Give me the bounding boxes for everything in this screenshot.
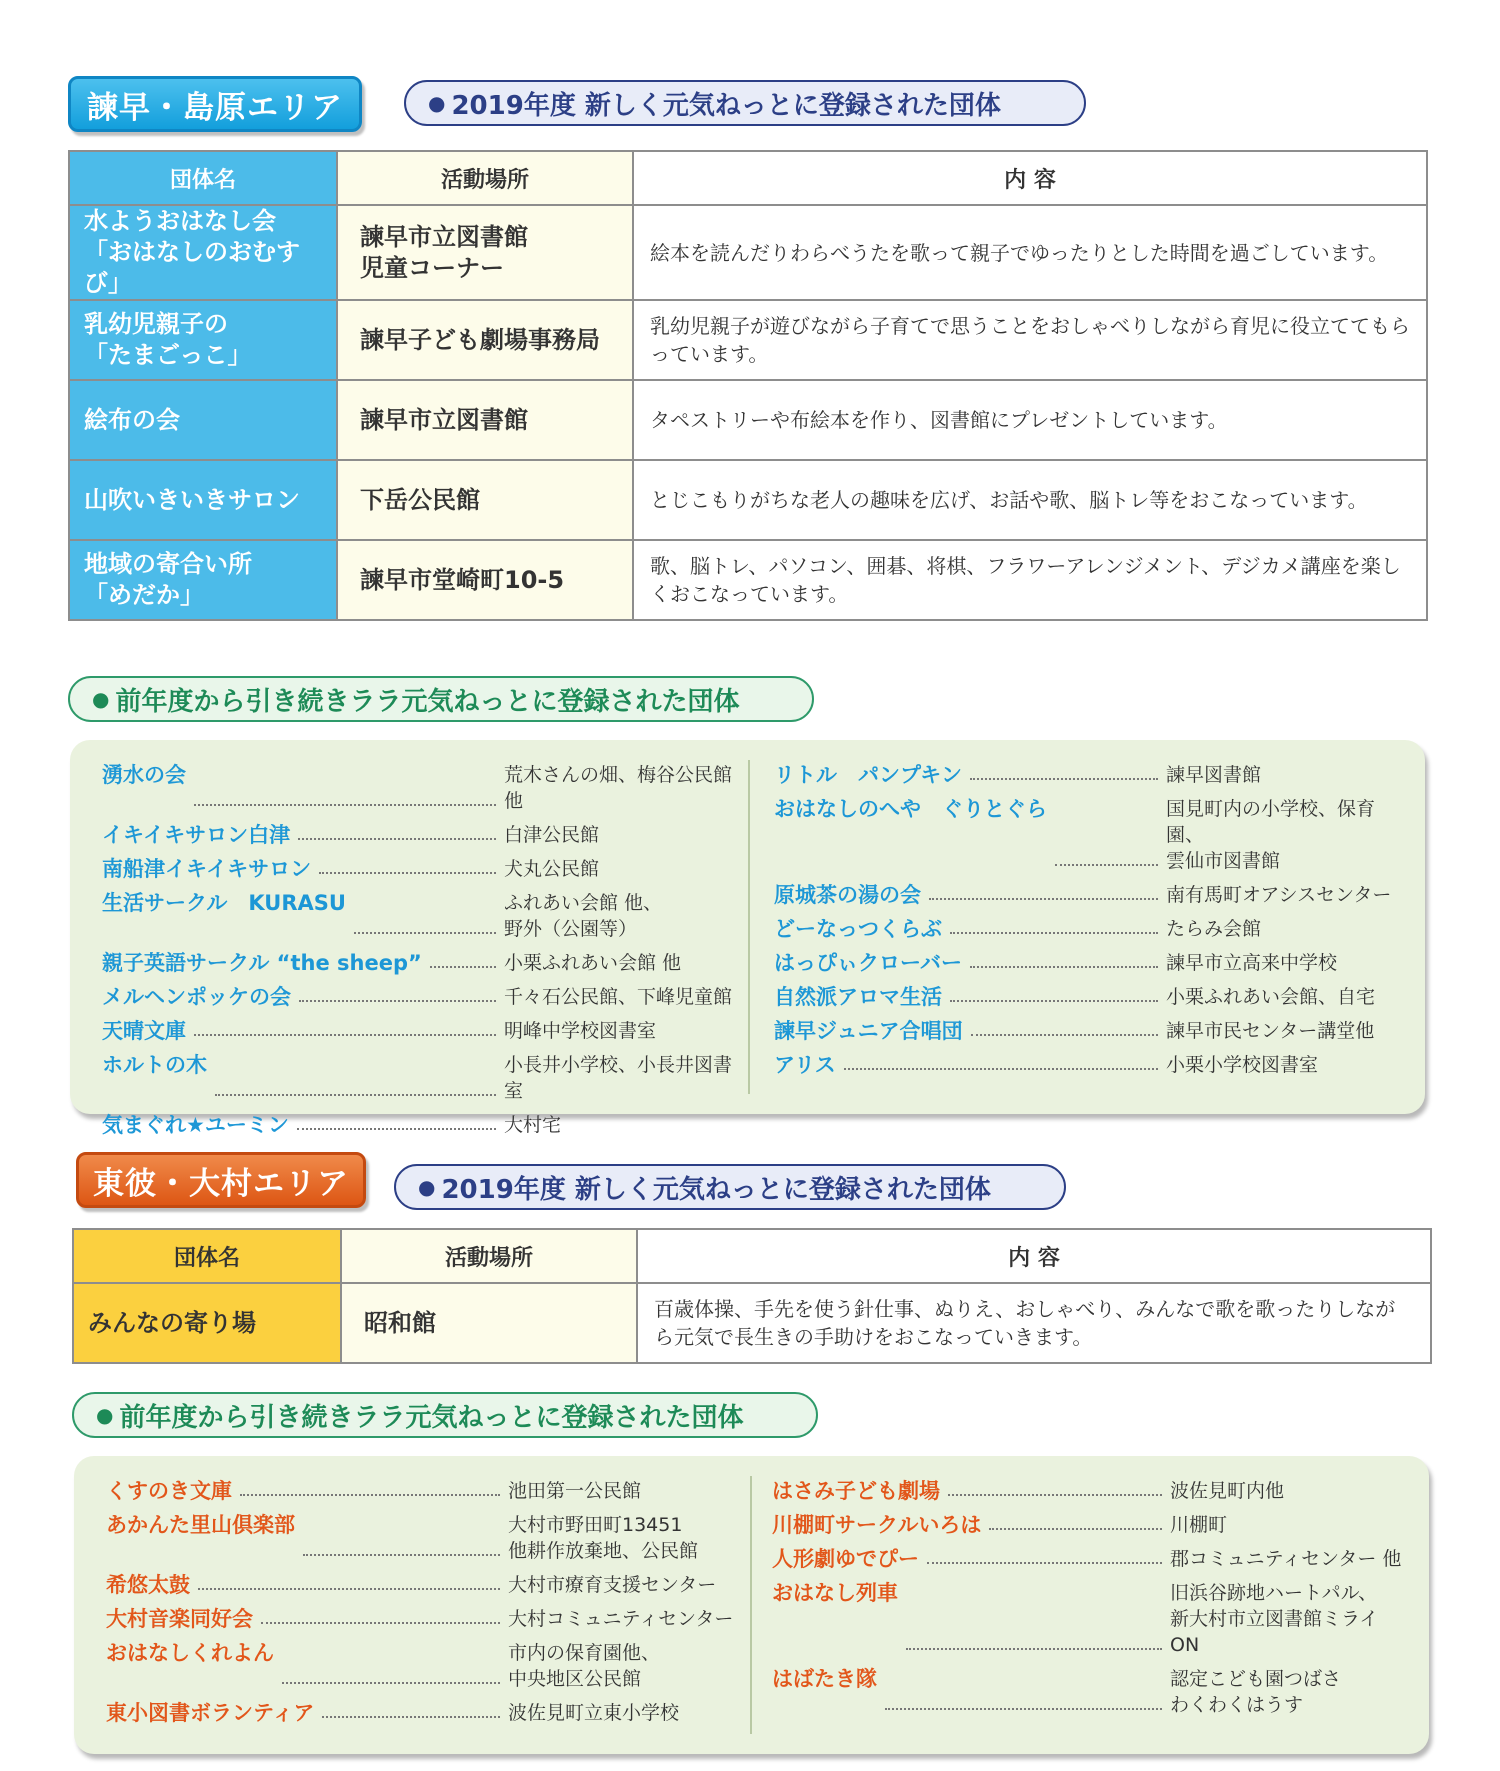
group-name: 川棚町サークルいろは [772, 1513, 982, 1537]
dotted-leader [950, 916, 1158, 934]
new-groups-heading-isahaya [404, 80, 1086, 126]
col-header-name: 団体名 [73, 1229, 341, 1283]
col-header-name: 団体名 [69, 151, 337, 205]
dotted-leader [927, 1546, 1162, 1564]
list-item [102, 822, 742, 848]
continued-list-left [106, 1478, 746, 1734]
list-item [774, 796, 1402, 874]
group-place: 小長井小学校、小長井図書室 [504, 1054, 733, 1102]
list-item [774, 950, 1402, 976]
dotted-leader [299, 984, 496, 1002]
dotted-leader [194, 1018, 496, 1036]
list-item [102, 984, 742, 1010]
col-header-content: 内 容 [637, 1229, 1431, 1283]
group-name: 自然派アロマ生活 [774, 985, 942, 1009]
list-item [774, 984, 1402, 1010]
dotted-leader [906, 1580, 1162, 1650]
list-item [772, 1546, 1406, 1572]
bullet-icon: ● [92, 687, 110, 711]
list-item [774, 916, 1402, 942]
group-place: 犬丸公民館 [504, 858, 600, 880]
table-row [69, 380, 1427, 460]
list-item [106, 1572, 746, 1598]
group-place: 認定こども園つばさ わくわくはうす [1170, 1668, 1342, 1716]
dotted-leader [430, 950, 496, 968]
dotted-leader [298, 822, 496, 840]
group-name: 希悠太鼓 [106, 1573, 190, 1597]
bullet-icon: ● [96, 1403, 114, 1427]
continued-groups-heading-omura [72, 1392, 818, 1438]
list-item [102, 856, 742, 882]
dotted-leader [989, 1512, 1162, 1530]
new-groups-table-isahaya [68, 150, 1428, 621]
group-name-cell: 絵布の会 [69, 380, 337, 460]
group-place: たらみ会館 [1166, 918, 1262, 940]
list-item [772, 1580, 1406, 1658]
list-item [106, 1512, 746, 1564]
dotted-leader [844, 1052, 1158, 1070]
group-place: 波佐見町内他 [1170, 1480, 1285, 1502]
dotted-leader [282, 1640, 500, 1684]
group-place: 荒木さんの畑、梅谷公民館他 [504, 764, 733, 812]
group-name: 南船津イキイキサロン [102, 857, 312, 881]
group-name: ホルトの木 [102, 1053, 207, 1077]
area-title-isahaya: 諫早・島原エリア [68, 76, 362, 132]
table-row [69, 205, 1427, 300]
group-place: 南有馬町オアシスセンター [1166, 884, 1392, 906]
dotted-leader [1055, 796, 1158, 866]
group-place: 川棚町 [1170, 1514, 1228, 1536]
dotted-leader [948, 1478, 1162, 1496]
group-place: 波佐見町立東小学校 [508, 1702, 680, 1724]
dotted-leader [929, 882, 1158, 900]
list-item [772, 1666, 1406, 1718]
group-place: 千々石公民館、下峰児童館 [504, 986, 733, 1008]
group-place: 大村宅 [504, 1114, 562, 1136]
group-place: ふれあい会館 他、 野外（公園等） [504, 892, 663, 940]
col-header-place: 活動場所 [341, 1229, 637, 1283]
group-place: 旧浜谷跡地ハートパル、 新大村市立図書館ミライON [1170, 1582, 1379, 1656]
group-name-cell: みんなの寄り場 [73, 1283, 341, 1363]
group-name: 気まぐれ★ユーミン [102, 1113, 289, 1137]
group-name: おはなしくれよん [106, 1641, 274, 1665]
group-place: 大村市野田町13451 他耕作放棄地、公民館 [508, 1514, 699, 1562]
new-groups-heading-text: 2019年度 新しく元気ねっとに登録された団体 [441, 1174, 991, 1205]
dotted-leader [354, 890, 496, 934]
place-cell: 昭和館 [341, 1283, 637, 1363]
list-item [102, 890, 742, 942]
new-groups-heading-omura [394, 1164, 1066, 1210]
group-place: 白津公民館 [504, 824, 600, 846]
group-name: おはなし列車 [772, 1581, 898, 1605]
group-name: アリス [774, 1053, 836, 1077]
group-name: はっぴぃクローバー [774, 951, 962, 975]
list-item [774, 1018, 1402, 1044]
description-cell: 絵本を読んだりわらべうたを歌って親子でゆったりとした時間を過ごしています。 [633, 205, 1427, 300]
list-item [774, 1052, 1402, 1078]
description-cell: 百歳体操、手先を使う針仕事、ぬりえ、おしゃべり、みんなで歌を歌ったりしながら元気で長生きの手助けをおこなっていきます。 [637, 1283, 1431, 1363]
group-place: 大村市療育支援センター [508, 1574, 717, 1596]
group-place: 明峰中学校図書室 [504, 1020, 657, 1042]
list-item [774, 882, 1402, 908]
group-name: くすのき文庫 [106, 1479, 232, 1503]
description-cell: 乳幼児親子が遊びながら子育てで思うことをおしゃべりしながら育児に役立ててもらっています。 [633, 300, 1427, 380]
group-name: 天晴文庫 [102, 1019, 186, 1043]
col-header-content: 内 容 [633, 151, 1427, 205]
group-name: どーなっつくらぶ [774, 917, 942, 941]
table-row [69, 540, 1427, 620]
list-item [106, 1640, 746, 1692]
group-name: 大村音楽同好会 [106, 1607, 253, 1631]
dotted-leader [322, 1700, 500, 1718]
continued-groups-panel-omura [74, 1456, 1429, 1754]
list-item [774, 762, 1402, 788]
group-place: 池田第一公民館 [508, 1480, 642, 1502]
place-cell: 諫早市堂崎町10-5 [337, 540, 633, 620]
place-cell: 下岳公民館 [337, 460, 633, 540]
group-place: 小栗小学校図書室 [1166, 1054, 1319, 1076]
group-name: 諫早ジュニア合唱団 [774, 1019, 963, 1043]
group-name-cell: 山吹いきいきサロン [69, 460, 337, 540]
dotted-leader [215, 1052, 496, 1096]
list-item [102, 1112, 742, 1138]
list-item [772, 1512, 1406, 1538]
list-item [106, 1606, 746, 1632]
list-item [102, 762, 742, 814]
group-name: 東小図書ボランティア [106, 1701, 315, 1725]
continued-list-right [774, 762, 1402, 1086]
dotted-leader [885, 1666, 1162, 1710]
dotted-leader [261, 1606, 500, 1624]
group-place: 諫早市立高来中学校 [1166, 952, 1338, 974]
group-place: 市内の保育園他、 中央地区公民館 [508, 1642, 661, 1690]
dotted-leader [198, 1572, 500, 1590]
table-row [69, 300, 1427, 380]
dotted-leader [970, 950, 1158, 968]
group-name: おはなしのへや ぐりとぐら [774, 797, 1047, 821]
list-item [106, 1478, 746, 1504]
table-row [73, 1283, 1431, 1363]
group-name: メルヘンポッケの会 [102, 985, 291, 1009]
list-item [102, 1052, 742, 1104]
group-name: 生活サークル KURASU [102, 891, 346, 915]
group-name-cell: 地域の寄合い所 「めだか」 [69, 540, 337, 620]
area-title-omura: 東彼・大村エリア [76, 1152, 366, 1208]
bullet-icon: ● [418, 1175, 436, 1199]
description-cell: 歌、脳トレ、パソコン、囲碁、将棋、フラワーアレンジメント、デジカメ講座を楽しくおこなっています。 [633, 540, 1427, 620]
continued-groups-heading-isahaya [68, 676, 814, 722]
group-name: 原城茶の湯の会 [774, 883, 921, 907]
group-place: 小栗ふれあい会館、自宅 [1166, 986, 1376, 1008]
group-name-cell: 乳幼児親子の 「たまごっこ」 [69, 300, 337, 380]
list-item [102, 1018, 742, 1044]
dotted-leader [319, 856, 496, 874]
group-name: 人形劇ゆでぴー [772, 1547, 919, 1571]
new-groups-table-omura [72, 1228, 1432, 1364]
continued-groups-heading-text: 前年度から引き続きララ元気ねっとに登録された団体 [115, 686, 740, 717]
continued-groups-heading-text: 前年度から引き続きララ元気ねっとに登録された団体 [119, 1402, 744, 1433]
group-name-cell: 水ようおはなし会 「おはなしのおむすび」 [69, 205, 337, 300]
place-cell: 諫早子ども劇場事務局 [337, 300, 633, 380]
dotted-leader [971, 1018, 1158, 1036]
dotted-leader [950, 984, 1158, 1002]
group-place: 大村コミュニティセンター [508, 1608, 734, 1630]
description-cell: タペストリーや布絵本を作り、図書館にプレゼントしています。 [633, 380, 1427, 460]
dotted-leader [970, 762, 1158, 780]
group-name: はさみ子ども劇場 [772, 1479, 940, 1503]
group-name: あかんた里山倶楽部 [106, 1513, 295, 1537]
list-item [106, 1700, 746, 1726]
dotted-leader [194, 762, 496, 806]
group-name: イキイキサロン白津 [102, 823, 291, 847]
dotted-leader [303, 1512, 500, 1556]
column-divider [750, 1476, 752, 1734]
list-item [102, 950, 742, 976]
group-name: 親子英語サークル “the sheep” [102, 951, 422, 975]
group-name: はばたき隊 [772, 1667, 877, 1691]
place-cell: 諫早市立図書館 [337, 380, 633, 460]
dotted-leader [240, 1478, 500, 1496]
group-place: 小栗ふれあい会館 他 [504, 952, 682, 974]
group-place: 諫早市民センター講堂他 [1166, 1020, 1375, 1042]
group-place: 諫早図書館 [1166, 764, 1262, 786]
table-row [69, 460, 1427, 540]
place-cell: 諫早市立図書館 児童コーナー [337, 205, 633, 300]
new-groups-heading-text: 2019年度 新しく元気ねっとに登録された団体 [451, 90, 1001, 121]
description-cell: とじこもりがちな老人の趣味を広げ、お話や歌、脳トレ等をおこなっています。 [633, 460, 1427, 540]
group-place: 国見町内の小学校、保育園、 雲仙市図書館 [1166, 798, 1376, 872]
continued-list-right [772, 1478, 1406, 1726]
continued-groups-panel-isahaya [70, 740, 1425, 1137]
group-name: リトル パンプキン [774, 763, 962, 787]
group-place: 郡コミュニティセンター 他 [1170, 1548, 1402, 1570]
bullet-icon: ● [428, 91, 446, 115]
dotted-leader [297, 1112, 496, 1130]
continued-list-left [102, 762, 742, 1146]
group-name: 湧水の会 [102, 763, 186, 787]
column-divider [748, 760, 750, 1094]
col-header-place: 活動場所 [337, 151, 633, 205]
list-item [772, 1478, 1406, 1504]
